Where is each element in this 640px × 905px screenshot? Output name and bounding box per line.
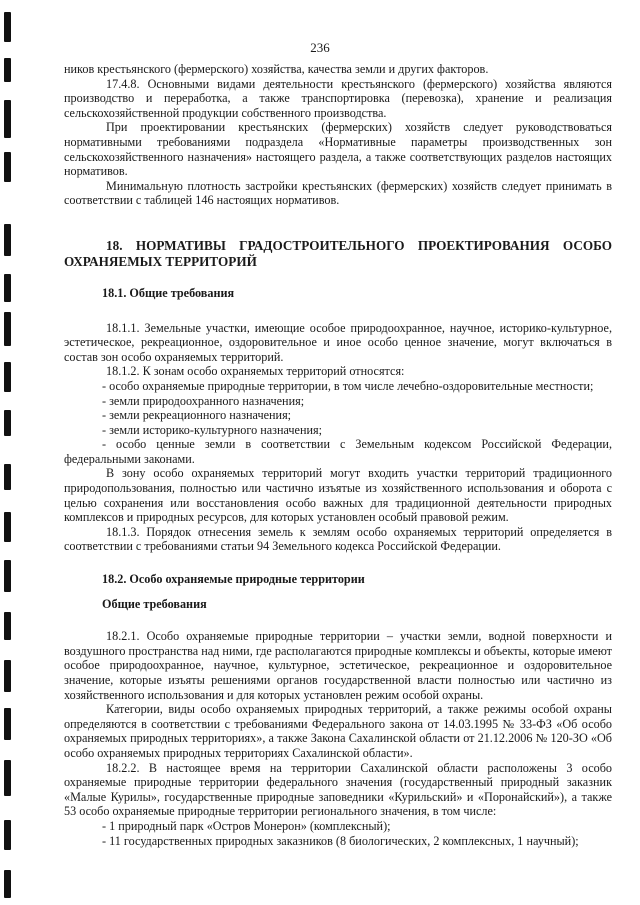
margin-bar xyxy=(4,512,11,542)
paragraph-18-2-1: 18.2.1. Особо охраняемые природные территории – участки земли, водной поверхности и воздушного пространства над ними, где располагаются природные комплексы и объекты, которые имеют особое природоохранное, научное, культурное, эстетическое, рекреационное и оздоровительное значение, которые изъяты решениями органов государственной власти полностью или частично из хозяйственного использования и для которых установлен режим особой охраны. xyxy=(64,629,612,702)
paragraph-18-2-2: 18.2.2. В настоящее время на территории Сахалинской области расположены 3 особо охраняемые природные территории федерального значения (государственный природный заказник «Малые Курилы», государственные природные заповедники «Курильский» и «Поронайский»), а также 53 особо охраняемые природные территории регионального значения, в том числе: xyxy=(64,760,612,819)
margin-bar xyxy=(4,464,11,490)
list-item: - особо ценные земли в соответствии с Земельным кодексом Российской Федерации, федеральными законами. xyxy=(64,437,612,466)
margin-bar xyxy=(4,312,11,346)
paragraph-categories: Категории, виды особо охраняемых природных территорий, а также режимы особой охраны определяются в соответствии с требованиями Федерального закона от 14.03.1995 № 33-ФЗ «Об особо охраняемых природных территориях», а также Закона Сахалинской области от 21.12.2006 № 120-ЗО «Об особо охраняемых природных территориях Сахалинской области». xyxy=(64,702,612,760)
paragraph-18-1-2: 18.1.2. К зонам особо охраняемых территорий относятся: xyxy=(106,364,405,379)
paragraph-18-1-3: 18.1.3. Порядок отнесения земель к землям особо охраняемых территорий определяется в соответствии с требованиями статьи 94 Земельного кодекса Российской Федерации. xyxy=(64,524,612,554)
margin-bar xyxy=(4,152,11,182)
margin-bar xyxy=(4,58,11,82)
paragraph-traditional: В зону особо охраняемых территорий могут входить участки территорий традиционного природопользования, полностью или частично изъятые из хозяйственного использования и оборота с целью сохранения или восстановления особо важных для традиционной деятельности природных комплексов и природных ресурсов, для которых установлен особый правовой режим. xyxy=(64,466,612,525)
margin-bar xyxy=(4,100,11,138)
paragraph-design: При проектировании крестьянских (фермерских) хозяйств следует руководствоваться нормативными требованиями подраздела «Нормативные параметры производственных зон сельскохозяйственного назначения» настоящего раздела, а также соответствующих разделов настоящих нормативов. xyxy=(64,120,612,179)
list-item: - земли рекреационного назначения; xyxy=(102,408,292,423)
margin-bar xyxy=(4,12,11,42)
list-item: - особо охраняемые природные территории, в том числе лечебно-оздоровительные местности; xyxy=(102,378,594,393)
heading-general-requirements: Общие требования xyxy=(102,596,207,611)
margin-bar xyxy=(4,660,11,692)
margin-bar xyxy=(4,612,11,640)
margin-bar xyxy=(4,708,11,740)
margin-bar xyxy=(4,224,11,256)
margin-bar xyxy=(4,870,11,898)
margin-bar xyxy=(4,760,11,796)
paragraph-continuation: ников крестьянского (фермерского) хозяйства, качества земли и других факторов. xyxy=(64,62,489,76)
margin-bar xyxy=(4,560,11,592)
paragraph-density: Минимальную плотность застройки крестьянских (фермерских) хозяйств следует принимать в соответствии с таблицей 146 настоящих нормативов. xyxy=(64,178,612,208)
list-item: - 11 государственных природных заказников (8 биологических, 2 комплексных, 1 научный); xyxy=(102,833,579,848)
margin-bar xyxy=(4,410,11,436)
margin-bar xyxy=(4,820,11,850)
subsection-heading-18-2: 18.2. Особо охраняемые природные территории xyxy=(102,572,365,587)
page-number: 236 xyxy=(310,40,330,55)
document-body xyxy=(64,62,612,848)
section-heading-18: 18. НОРМАТИВЫ ГРАДОСТРОИТЕЛЬНОГО ПРОЕКТИРОВАНИЯ ОСОБО ОХРАНЯЕМЫХ ТЕРРИТОРИЙ xyxy=(64,237,612,269)
list-item: - земли природоохранного назначения; xyxy=(102,393,305,408)
paragraph-17-4-8: 17.4.8. Основными видами деятельности крестьянского (фермерского) хозяйства являются производство и переработка, а также транспортировка (перевозка), хранение и реализация сельскохозяйственной продукции собственного производства. xyxy=(64,76,612,120)
margin-bar xyxy=(4,274,11,302)
list-item: - 1 природный парк «Остров Монерон» (комплексный); xyxy=(102,818,391,833)
margin-bar xyxy=(4,362,11,392)
paragraph-18-1-1: 18.1.1. Земельные участки, имеющие особое природоохранное, научное, историко-культурное, эстетическое, рекреационное, оздоровительное и иное особо ценное значение, могут включаться в состав зон особо охраняемых территорий. xyxy=(64,320,612,364)
subsection-heading-18-1: 18.1. Общие требования xyxy=(102,285,235,300)
list-item: - земли историко-культурного назначения; xyxy=(102,422,323,437)
